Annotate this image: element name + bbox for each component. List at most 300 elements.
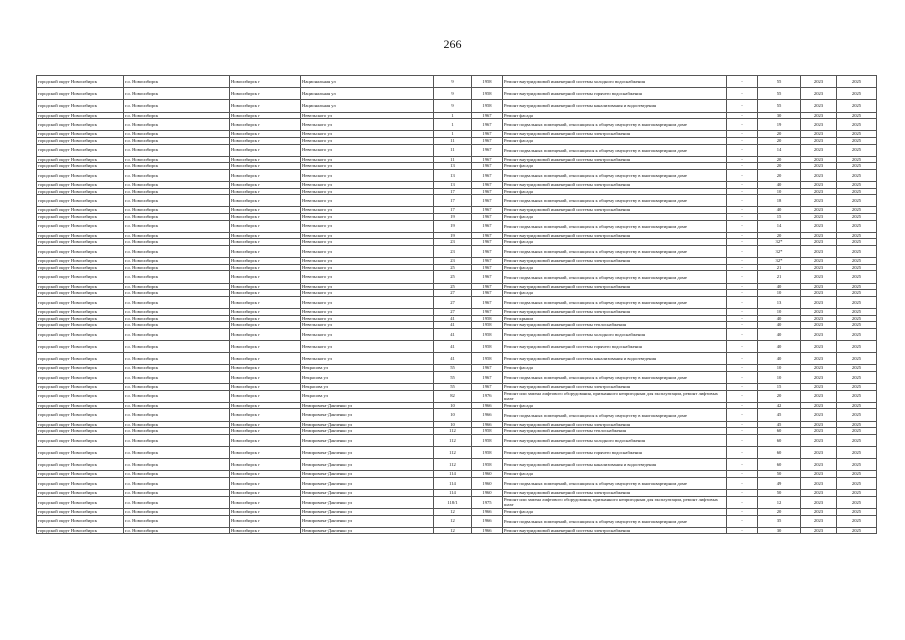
cell-year: 1966 [472, 527, 503, 534]
table-row [37, 156, 877, 163]
cell-house: 9 [434, 76, 472, 88]
cell-street: Невельского ул [301, 271, 434, 283]
cell-year-to: 2025 [837, 447, 877, 459]
cell-municipality: городской округ Новосибирск [37, 239, 124, 246]
cell-year: 1967 [472, 308, 503, 315]
cell-year-from: 2023 [801, 144, 837, 156]
cell-year-from: 2023 [801, 527, 837, 534]
cell-house: 19 [434, 232, 472, 239]
cell-settlement: г.о. Новосибирск [124, 371, 230, 383]
cell-dash: - [727, 264, 758, 271]
cell-city: Новосибирск г [230, 290, 301, 297]
cell-dash: - [727, 490, 758, 497]
table-row [37, 232, 877, 239]
cell-dash: - [727, 409, 758, 421]
cell-settlement: г.о. Новосибирск [124, 290, 230, 297]
cell-year-from: 2023 [801, 496, 837, 508]
cell-city: Новосибирск г [230, 328, 301, 340]
cell-year: 1967 [472, 384, 503, 391]
cell-house: 12 [434, 515, 472, 527]
cell-work-type: Ремонт фасада [503, 402, 727, 409]
cell-dash: - [727, 428, 758, 435]
cell-value: 20 [758, 232, 801, 239]
cell-year: 1967 [472, 283, 503, 290]
cell-work-type: Ремонт подвальных помещений, относящихся к общему имуществу в многоквартирном доме [503, 478, 727, 490]
cell-street: Невельского ул [301, 119, 434, 131]
cell-settlement: г.о. Новосибирск [124, 296, 230, 308]
cell-street: Немировича-Данченко ул [301, 409, 434, 421]
cell-municipality: городской округ Новосибирск [37, 131, 124, 138]
cell-street: Немировича-Данченко ул [301, 428, 434, 435]
cell-work-type: Ремонт внутридомовой инженерной системы электроснабжения [503, 156, 727, 163]
table-row [37, 508, 877, 515]
cell-dash: - [727, 515, 758, 527]
cell-year-from: 2023 [801, 490, 837, 497]
cell-house: 17 [434, 188, 472, 195]
cell-value: 60 [758, 434, 801, 446]
cell-year-to: 2025 [837, 428, 877, 435]
cell-street: Невельского ул [301, 188, 434, 195]
cell-year: 1967 [472, 169, 503, 181]
cell-city: Новосибирск г [230, 296, 301, 308]
table-row [37, 353, 877, 365]
cell-dash: - [727, 315, 758, 322]
cell-municipality: городской округ Новосибирск [37, 264, 124, 271]
cell-year-to: 2025 [837, 409, 877, 421]
cell-year: 1958 [472, 88, 503, 100]
cell-dash: - [727, 328, 758, 340]
cell-dash: - [727, 100, 758, 112]
cell-year: 1967 [472, 195, 503, 207]
cell-year: 1976 [472, 390, 503, 402]
cell-settlement: г.о. Новосибирск [124, 214, 230, 221]
cell-year-from: 2023 [801, 119, 837, 131]
cell-work-type: Ремонт подвальных помещений, относящихся к общему имуществу в многоквартирном доме [503, 169, 727, 181]
cell-street: Невельского ул [301, 283, 434, 290]
cell-value: 20 [758, 508, 801, 515]
cell-house: 9 [434, 88, 472, 100]
cell-street: Невельского ул [301, 182, 434, 189]
table-row [37, 144, 877, 156]
cell-year: 1967 [472, 246, 503, 258]
cell-value: 10 [758, 290, 801, 297]
cell-city: Новосибирск г [230, 220, 301, 232]
table-row [37, 409, 877, 421]
cell-work-type: Ремонт фасада [503, 290, 727, 297]
cell-year-to: 2025 [837, 402, 877, 409]
cell-year-to: 2025 [837, 207, 877, 214]
cell-dash: - [727, 496, 758, 508]
cell-dash: - [727, 421, 758, 428]
cell-municipality: городской округ Новосибирск [37, 315, 124, 322]
cell-value: 40 [758, 315, 801, 322]
cell-house: 1 [434, 131, 472, 138]
cell-city: Новосибирск г [230, 402, 301, 409]
cell-street: Невельского ул [301, 296, 434, 308]
cell-work-type: Ремонт или замена лифтового оборудования, признанного непригодным для эксплуатации, ремонт лифтовых шахт [503, 390, 727, 402]
table-row [37, 390, 877, 402]
cell-year-to: 2025 [837, 371, 877, 383]
cell-value: 45 [758, 421, 801, 428]
cell-house: 11 [434, 137, 472, 144]
cell-value: 12 [758, 496, 801, 508]
cell-house: 114 [434, 471, 472, 478]
cell-city: Новосибирск г [230, 421, 301, 428]
cell-year-to: 2025 [837, 322, 877, 329]
cell-settlement: г.о. Новосибирск [124, 119, 230, 131]
page-number: 266 [443, 37, 462, 51]
cell-street: Невельского ул [301, 112, 434, 119]
cell-work-type: Ремонт внутридомовой инженерной системы холодного водоснабжения [503, 76, 727, 88]
cell-dash: - [727, 322, 758, 329]
cell-year: 1967 [472, 239, 503, 246]
cell-settlement: г.о. Новосибирск [124, 188, 230, 195]
cell-city: Новосибирск г [230, 340, 301, 352]
cell-dash: - [727, 169, 758, 181]
cell-municipality: городской округ Новосибирск [37, 271, 124, 283]
cell-dash: - [727, 163, 758, 170]
cell-settlement: г.о. Новосибирск [124, 137, 230, 144]
table-row [37, 88, 877, 100]
cell-dash: - [727, 258, 758, 265]
table-row [37, 496, 877, 508]
cell-year-to: 2025 [837, 315, 877, 322]
cell-year-from: 2023 [801, 169, 837, 181]
table-row [37, 163, 877, 170]
cell-municipality: городской округ Новосибирск [37, 137, 124, 144]
cell-house: 13 [434, 163, 472, 170]
cell-municipality: городской округ Новосибирск [37, 258, 124, 265]
repair-schedule-table [36, 75, 877, 534]
cell-year-to: 2025 [837, 163, 877, 170]
cell-value: 15 [758, 214, 801, 221]
cell-value: 60 [758, 428, 801, 435]
table-row [37, 490, 877, 497]
cell-dash: - [727, 246, 758, 258]
cell-street: Некрасова ул [301, 390, 434, 402]
cell-year-to: 2025 [837, 283, 877, 290]
cell-settlement: г.о. Новосибирск [124, 131, 230, 138]
cell-year: 1967 [472, 144, 503, 156]
cell-city: Новосибирск г [230, 496, 301, 508]
cell-value: 32* [758, 258, 801, 265]
cell-settlement: г.о. Новосибирск [124, 340, 230, 352]
cell-city: Новосибирск г [230, 434, 301, 446]
cell-year-from: 2023 [801, 459, 837, 471]
cell-work-type: Ремонт внутридомовой инженерной системы теплоснабжения [503, 322, 727, 329]
cell-value: 40 [758, 328, 801, 340]
cell-dash: - [727, 232, 758, 239]
cell-street: Невельского ул [301, 195, 434, 207]
cell-value: 50 [758, 490, 801, 497]
cell-settlement: г.о. Новосибирск [124, 100, 230, 112]
cell-city: Новосибирск г [230, 471, 301, 478]
table-row [37, 384, 877, 391]
cell-street: Немировича-Данченко ул [301, 471, 434, 478]
cell-settlement: г.о. Новосибирск [124, 384, 230, 391]
cell-work-type: Ремонт подвальных помещений, относящихся к общему имуществу в многоквартирном доме [503, 220, 727, 232]
cell-city: Новосибирск г [230, 112, 301, 119]
cell-year-to: 2025 [837, 340, 877, 352]
cell-dash: - [727, 137, 758, 144]
cell-settlement: г.о. Новосибирск [124, 353, 230, 365]
cell-dash: - [727, 182, 758, 189]
cell-house: 55 [434, 365, 472, 372]
cell-year-from: 2023 [801, 402, 837, 409]
cell-year-from: 2023 [801, 434, 837, 446]
table-row [37, 315, 877, 322]
cell-municipality: городской округ Новосибирск [37, 290, 124, 297]
cell-year-from: 2023 [801, 290, 837, 297]
cell-city: Новосибирск г [230, 258, 301, 265]
cell-city: Новосибирск г [230, 88, 301, 100]
cell-value: 45 [758, 409, 801, 421]
cell-year-from: 2023 [801, 308, 837, 315]
cell-dash: - [727, 76, 758, 88]
cell-settlement: г.о. Новосибирск [124, 239, 230, 246]
cell-year-from: 2023 [801, 112, 837, 119]
cell-year-from: 2023 [801, 409, 837, 421]
cell-house: 13 [434, 169, 472, 181]
cell-house: 114 [434, 490, 472, 497]
cell-house: 41 [434, 328, 472, 340]
cell-year-from: 2023 [801, 328, 837, 340]
table-row [37, 195, 877, 207]
cell-value: 21 [758, 271, 801, 283]
cell-year-from: 2023 [801, 322, 837, 329]
table-row [37, 434, 877, 446]
cell-house: 23 [434, 239, 472, 246]
cell-settlement: г.о. Новосибирск [124, 76, 230, 88]
cell-settlement: г.о. Новосибирск [124, 163, 230, 170]
cell-year-to: 2025 [837, 76, 877, 88]
cell-year: 1967 [472, 232, 503, 239]
cell-house: 112 [434, 447, 472, 459]
cell-house: 27 [434, 308, 472, 315]
cell-year-from: 2023 [801, 182, 837, 189]
cell-dash: - [727, 308, 758, 315]
table-row [37, 421, 877, 428]
cell-year-from: 2023 [801, 365, 837, 372]
cell-dash: - [727, 290, 758, 297]
cell-settlement: г.о. Новосибирск [124, 471, 230, 478]
cell-year-to: 2025 [837, 264, 877, 271]
cell-street: Невельского ул [301, 137, 434, 144]
cell-dash: - [727, 402, 758, 409]
table-row [37, 322, 877, 329]
cell-settlement: г.о. Новосибирск [124, 478, 230, 490]
cell-year: 1958 [472, 315, 503, 322]
cell-year-from: 2023 [801, 447, 837, 459]
cell-year-to: 2025 [837, 527, 877, 534]
cell-house: 41 [434, 353, 472, 365]
cell-settlement: г.о. Новосибирск [124, 156, 230, 163]
cell-year: 1967 [472, 258, 503, 265]
cell-city: Новосибирск г [230, 131, 301, 138]
cell-house: 10 [434, 409, 472, 421]
cell-house: 11 [434, 156, 472, 163]
cell-value: 20 [758, 163, 801, 170]
cell-municipality: городской округ Новосибирск [37, 232, 124, 239]
cell-street: Невельского ул [301, 156, 434, 163]
cell-year: 1967 [472, 371, 503, 383]
cell-value: 19 [758, 119, 801, 131]
cell-settlement: г.о. Новосибирск [124, 490, 230, 497]
cell-municipality: городской округ Новосибирск [37, 283, 124, 290]
cell-municipality: городской округ Новосибирск [37, 496, 124, 508]
cell-city: Новосибирск г [230, 100, 301, 112]
cell-work-type: Ремонт внутридомовой инженерной системы электроснабжения [503, 258, 727, 265]
cell-street: Немировича-Данченко ул [301, 496, 434, 508]
cell-dash: - [727, 353, 758, 365]
cell-house: 27 [434, 296, 472, 308]
cell-municipality: городской округ Новосибирск [37, 156, 124, 163]
cell-house: 55 [434, 384, 472, 391]
cell-street: Невельского ул [301, 207, 434, 214]
cell-settlement: г.о. Новосибирск [124, 515, 230, 527]
cell-year: 1960 [472, 471, 503, 478]
cell-street: Невельского ул [301, 232, 434, 239]
cell-year: 1966 [472, 409, 503, 421]
cell-work-type: Ремонт фасада [503, 508, 727, 515]
cell-municipality: городской округ Новосибирск [37, 459, 124, 471]
cell-year: 1975 [472, 496, 503, 508]
cell-city: Новосибирск г [230, 156, 301, 163]
cell-settlement: г.о. Новосибирск [124, 447, 230, 459]
cell-work-type: Ремонт внутридомовой инженерной системы электроснабжения [503, 232, 727, 239]
cell-dash: - [727, 88, 758, 100]
table-row [37, 402, 877, 409]
cell-city: Новосибирск г [230, 365, 301, 372]
cell-settlement: г.о. Новосибирск [124, 308, 230, 315]
table-row [37, 220, 877, 232]
cell-city: Новосибирск г [230, 76, 301, 88]
cell-year-from: 2023 [801, 207, 837, 214]
table-row [37, 131, 877, 138]
table-row [37, 308, 877, 315]
cell-house: 25 [434, 283, 472, 290]
cell-settlement: г.о. Новосибирск [124, 207, 230, 214]
cell-house: 9 [434, 100, 472, 112]
cell-municipality: городской округ Новосибирск [37, 508, 124, 515]
cell-work-type: Ремонт внутридомовой инженерной системы канализования и водоотведения [503, 353, 727, 365]
cell-settlement: г.о. Новосибирск [124, 390, 230, 402]
cell-work-type: Ремонт внутридомовой инженерной системы горячего водоснабжения [503, 447, 727, 459]
table-row [37, 258, 877, 265]
cell-street: Немировича-Данченко ул [301, 421, 434, 428]
cell-year-from: 2023 [801, 232, 837, 239]
cell-dash: - [727, 207, 758, 214]
cell-house: 41 [434, 340, 472, 352]
cell-settlement: г.о. Новосибирск [124, 232, 230, 239]
cell-year-to: 2025 [837, 119, 877, 131]
cell-city: Новосибирск г [230, 246, 301, 258]
cell-value: 20 [758, 131, 801, 138]
cell-house: 112 [434, 428, 472, 435]
table-row [37, 264, 877, 271]
cell-city: Новосибирск г [230, 508, 301, 515]
cell-dash: - [727, 144, 758, 156]
cell-value: 42 [758, 402, 801, 409]
cell-city: Новосибирск г [230, 188, 301, 195]
table-body [37, 76, 877, 534]
cell-municipality: городской округ Новосибирск [37, 182, 124, 189]
cell-city: Новосибирск г [230, 447, 301, 459]
cell-year-from: 2023 [801, 283, 837, 290]
cell-year: 1958 [472, 328, 503, 340]
cell-municipality: городской округ Новосибирск [37, 371, 124, 383]
cell-city: Новосибирск г [230, 239, 301, 246]
cell-settlement: г.о. Новосибирск [124, 409, 230, 421]
cell-street: Невельского ул [301, 322, 434, 329]
cell-year-from: 2023 [801, 340, 837, 352]
cell-year: 1967 [472, 156, 503, 163]
cell-dash: - [727, 478, 758, 490]
cell-year-from: 2023 [801, 390, 837, 402]
cell-value: 60 [758, 459, 801, 471]
cell-value: 30 [758, 112, 801, 119]
cell-municipality: городской округ Новосибирск [37, 296, 124, 308]
cell-street: Национальная ул [301, 76, 434, 88]
cell-house: 11 [434, 144, 472, 156]
cell-city: Новосибирск г [230, 271, 301, 283]
cell-municipality: городской округ Новосибирск [37, 384, 124, 391]
cell-year: 1958 [472, 340, 503, 352]
cell-house: 19 [434, 214, 472, 221]
cell-dash: - [727, 131, 758, 138]
cell-work-type: Ремонт фасада [503, 471, 727, 478]
cell-year: 1967 [472, 119, 503, 131]
cell-dash: - [727, 508, 758, 515]
cell-value: 30 [758, 527, 801, 534]
cell-dash: - [727, 112, 758, 119]
cell-street: Невельского ул [301, 353, 434, 365]
table-row [37, 296, 877, 308]
cell-dash: - [727, 471, 758, 478]
cell-year-from: 2023 [801, 214, 837, 221]
cell-value: 40 [758, 322, 801, 329]
cell-municipality: городской округ Новосибирск [37, 163, 124, 170]
cell-year: 1966 [472, 515, 503, 527]
cell-house: 55 [434, 371, 472, 383]
cell-municipality: городской округ Новосибирск [37, 365, 124, 372]
cell-settlement: г.о. Новосибирск [124, 220, 230, 232]
cell-value: 20 [758, 137, 801, 144]
cell-year-to: 2025 [837, 434, 877, 446]
cell-year-to: 2025 [837, 246, 877, 258]
cell-city: Новосибирск г [230, 315, 301, 322]
cell-municipality: городской округ Новосибирск [37, 207, 124, 214]
cell-year-to: 2025 [837, 478, 877, 490]
cell-street: Невельского ул [301, 340, 434, 352]
cell-year-to: 2025 [837, 508, 877, 515]
cell-value: 40 [758, 353, 801, 365]
cell-municipality: городской округ Новосибирск [37, 119, 124, 131]
cell-dash: - [727, 371, 758, 383]
cell-dash: - [727, 195, 758, 207]
cell-year-from: 2023 [801, 163, 837, 170]
cell-work-type: Ремонт фасада [503, 264, 727, 271]
cell-work-type: Ремонт внутридомовой инженерной системы теплоснабжения [503, 428, 727, 435]
cell-year: 1967 [472, 137, 503, 144]
cell-year-from: 2023 [801, 384, 837, 391]
cell-work-type: Ремонт подвальных помещений, относящихся к общему имуществу в многоквартирном доме [503, 296, 727, 308]
table-row [37, 459, 877, 471]
cell-settlement: г.о. Новосибирск [124, 182, 230, 189]
cell-dash: - [727, 239, 758, 246]
cell-year: 1958 [472, 434, 503, 446]
cell-year-from: 2023 [801, 421, 837, 428]
